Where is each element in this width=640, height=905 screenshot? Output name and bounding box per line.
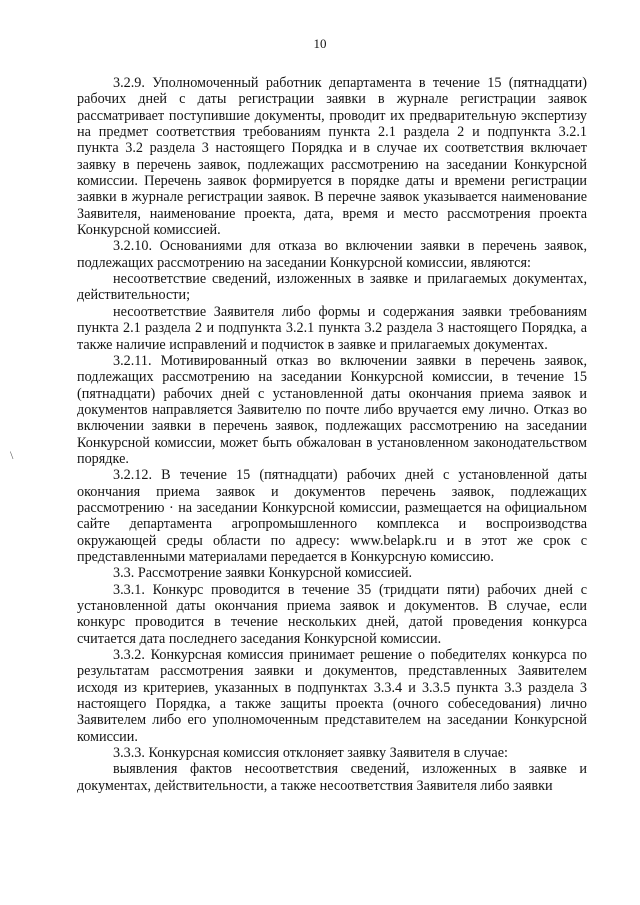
paragraph-3-2-10: 3.2.10. Основаниями для отказа во включении заявки в перечень заявок, подлежащих рассмотрению на заседании Конкурсной комиссии, являются:	[77, 238, 587, 271]
list-item-inconsistency-info: несоответствие сведений, изложенных в заявке и прилагаемых документах, действительности;	[77, 271, 587, 304]
paragraph-3-3-1: 3.3.1. Конкурс проводится в течение 35 (тридцати пяти) рабочих дней с установленной даты окончания приема заявок и документов. В случае, если конкурс проводится в течение нескольких дней, датой проведения конкурса считается дата последнего заседания Конкурсной комиссии.	[77, 581, 587, 647]
document-body	[77, 75, 587, 794]
list-item-facts-inconsistency: выявления фактов несоответствия сведений, изложенных в заявке и документах, действительности, а также несоответствия Заявителя либо заявки	[77, 761, 587, 794]
paragraph-3-2-9: 3.2.9. Уполномоченный работник департамента в течение 15 (пятнадцати) рабочих дней с даты регистрации заявки в журнале регистрации заявок рассматривает поступившие документы, проводит их предварительную экспертизу на предмет соответствия требованиям пункта 2.1 раздела 2 и подпункта 3.2.1 пункта 3.2 раздела 3 настоящего Порядка и в случае их соответствия включает заявку в перечень заявок, подлежащих рассмотрению на заседании Конкурсной комиссии. Перечень заявок формируется в порядке даты и времени регистрации заявки в журнале регистрации заявок. В перечне заявок указывается наименование Заявителя, наименование проекта, дата, время и место рассмотрения проекта Конкурсной комиссией.	[77, 75, 587, 239]
paragraph-3-2-11: 3.2.11. Мотивированный отказ во включении заявки в перечень заявок, подлежащих рассмотрению на заседании Конкурсной комиссии, в течение 15 (пятнадцати) рабочих дней с установленной даты окончания приема заявок и документов направляется Заявителю по почте либо вручается ему лично. Отказ во включении заявки в перечень заявок, подлежащих рассмотрению на заседании Конкурсной комиссии, может быть обжалован в установленном законодательством порядке.	[77, 352, 587, 467]
paragraph-3-2-12: 3.2.12. В течение 15 (пятнадцати) рабочих дней с установленной даты окончания приема заявок и документов перечень заявок, подлежащих рассмотрению · на заседании Конкурсной комиссии, размещается на официальном сайте департамента агропромышленного комплекса и воспроизводства окружающей среды области по адресу: www.belapk.ru и в этот же срок с представленными материалами передается в Конкурсную комиссию.	[77, 467, 587, 565]
scan-mark: \	[10, 448, 14, 462]
page-number: 10	[313, 36, 327, 51]
paragraph-3-3-3: 3.3.3. Конкурсная комиссия отклоняет заявку Заявителя в случае:	[113, 745, 508, 762]
list-item-inconsistency-applicant: несоответствие Заявителя либо формы и содержания заявки требованиям пункта 2.1 раздела 2 и подпункта 3.2.1 пункта 3.2 раздела 3 настоящего Порядка, а также наличие исправлений и подчисток в заявке и прилагаемых документах.	[77, 303, 587, 353]
section-heading-3-3: 3.3. Рассмотрение заявки Конкурсной комиссией.	[113, 565, 413, 582]
paragraph-3-3-2: 3.3.2. Конкурсная комиссия принимает решение о победителях конкурса по результатам рассмотрения заявки и документов, представленных Заявителем исходя из критериев, указанных в подпунктах 3.3.4 и 3.3.5 пункта 3.3 раздела 3 настоящего Порядка, а также защиты проекта (очного собеседования) лично Заявителем либо его уполномоченным представителем на заседании Конкурсной комиссии.	[77, 647, 587, 745]
